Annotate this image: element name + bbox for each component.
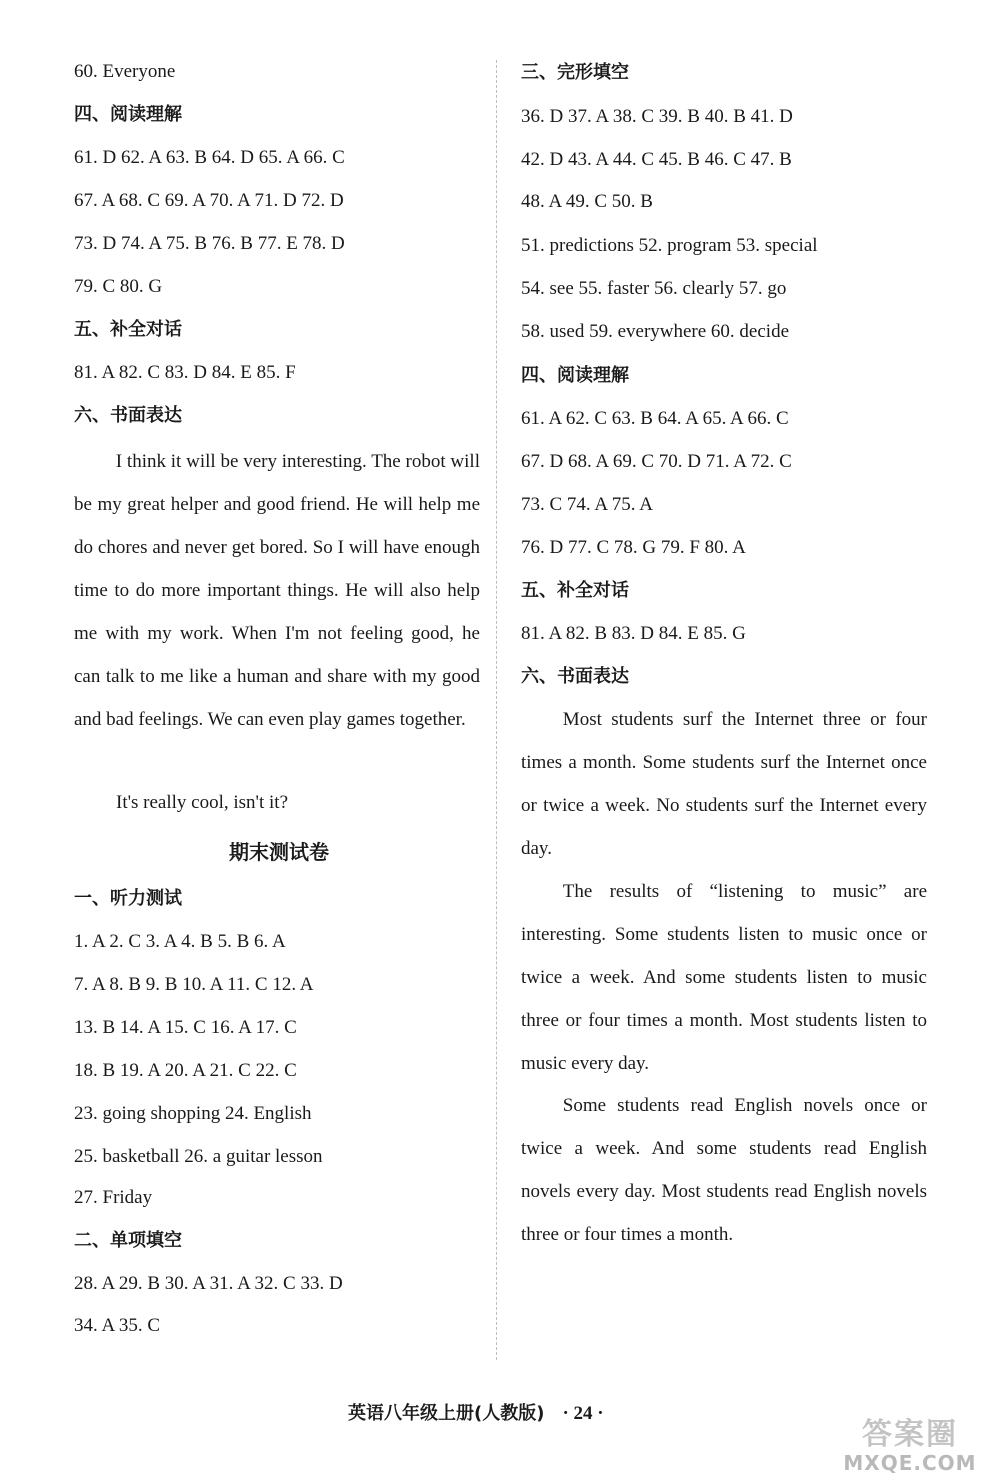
section-heading-dialog: 五、补全对话: [521, 580, 629, 601]
answer-line: 61. D 62. A 63. B 64. D 65. A 66. C: [74, 147, 345, 168]
answer-line: 1. A 2. C 3. A 4. B 5. B 6. A: [74, 931, 286, 952]
answer-line: 27. Friday: [74, 1187, 153, 1208]
answer-line: 18. B 19. A 20. A 21. C 22. C: [74, 1060, 297, 1081]
writing-paragraph: The results of “listening to music” are interesting. Some students listen to music once or twice a week. And some students listen to music three or four times a month. Most students listen to music every day.: [521, 881, 927, 1074]
answer-line: 60. Everyone: [74, 61, 176, 82]
essay-closing-line: It's really cool, isn't it?: [116, 792, 289, 813]
answer-line: 7. A 8. B 9. B 10. A 11. C 12. A: [74, 974, 314, 995]
section-heading-dialog: 五、补全对话: [74, 319, 182, 340]
page-number: · 24 ·: [562, 1403, 604, 1424]
watermark-text: 答案圈: [862, 1417, 958, 1452]
answer-line: 58. used 59. everywhere 60. decide: [521, 321, 790, 342]
writing-paragraph: Most students surf the Internet three or four times a month. Some students surf the Internet once or twice a week. No students surf the Internet every day.: [521, 709, 927, 859]
answer-line: 28. A 29. B 30. A 31. A 32. C 33. D: [74, 1273, 343, 1294]
answer-line: 67. D 68. A 69. C 70. D 71. A 72. C: [521, 451, 792, 472]
writing-paragraph: Some students read English novels once or twice a week. And some students read English novels every day. Most students read English novels three or four times a month.: [521, 1095, 927, 1245]
answer-line: 67. A 68. C 69. A 70. A 71. D 72. D: [74, 190, 344, 211]
answer-line: 36. D 37. A 38. C 39. B 40. B 41. D: [521, 106, 793, 127]
answer-line: 79. C 80. G: [74, 276, 163, 297]
answer-line: 54. see 55. faster 56. clearly 57. go: [521, 278, 787, 299]
essay-paragraph: I think it will be very interesting. The robot will be my great helper and good friend. He will help me do chores and never get bored. So I will have enough time to do more important things. He will also help me with my work. When I'm not feeling good, he can talk to me like a human and share with my good and bad feelings. We can even play games together.: [74, 451, 480, 730]
watermark-url: MXQE.COM: [843, 1451, 977, 1475]
section-heading-reading: 四、阅读理解: [521, 365, 629, 386]
column-divider: [496, 60, 497, 1360]
section-heading-single-choice: 二、单项填空: [74, 1230, 182, 1251]
answer-line: 51. predictions 52. program 53. special: [521, 235, 818, 256]
answer-line: 42. D 43. A 44. C 45. B 46. C 47. B: [521, 149, 792, 170]
answer-line: 81. A 82. B 83. D 84. E 85. G: [521, 623, 746, 644]
answer-line: 76. D 77. C 78. G 79. F 80. A: [521, 537, 746, 558]
answer-line: 25. basketball 26. a guitar lesson: [74, 1146, 323, 1167]
section-title: 期末测试卷: [229, 840, 329, 864]
answer-line: 81. A 82. C 83. D 84. E 85. F: [74, 362, 296, 383]
watermark-logo: [830, 1418, 990, 1476]
answer-line: 48. A 49. C 50. B: [521, 191, 653, 212]
page-footer: [348, 1399, 604, 1425]
section-heading-reading: 四、阅读理解: [74, 104, 182, 125]
section-heading-writing: 六、书面表达: [521, 666, 629, 687]
answer-line: 13. B 14. A 15. C 16. A 17. C: [74, 1017, 297, 1038]
answer-line: 73. D 74. A 75. B 76. B 77. E 78. D: [74, 233, 345, 254]
answer-line: 34. A 35. C: [74, 1315, 161, 1336]
book-title: 英语八年级上册(人教版): [348, 1403, 545, 1424]
section-heading-cloze: 三、完形填空: [521, 62, 629, 83]
section-heading-listening: 一、听力测试: [74, 888, 182, 909]
answer-line: 23. going shopping 24. English: [74, 1103, 312, 1124]
section-heading-writing: 六、书面表达: [74, 405, 182, 426]
answer-line: 61. A 62. C 63. B 64. A 65. A 66. C: [521, 408, 789, 429]
answer-line: 73. C 74. A 75. A: [521, 494, 653, 515]
